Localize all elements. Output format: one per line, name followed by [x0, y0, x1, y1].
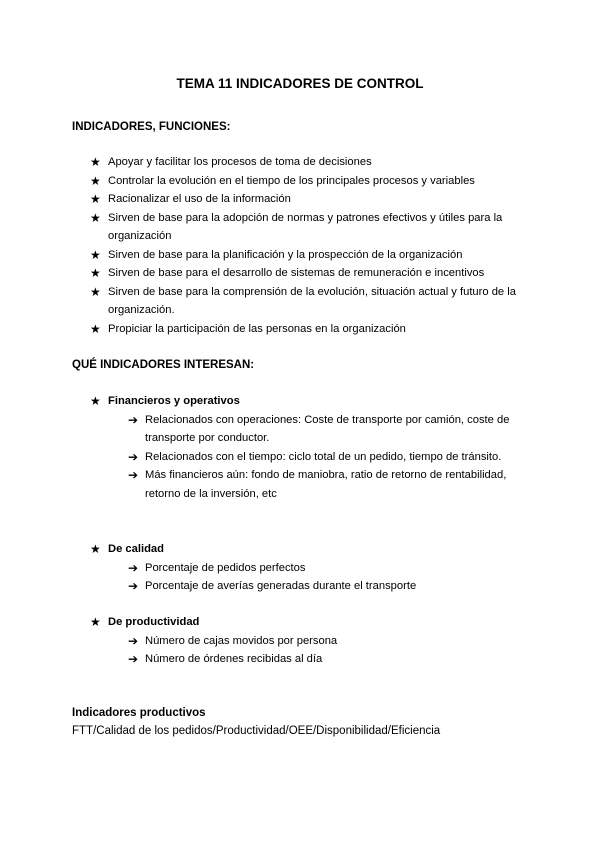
arrow-right-icon: ➔ — [128, 449, 139, 464]
list-item-text: Propiciar la participación de las personas en la organización — [108, 322, 406, 335]
list-item-text: Sirven de base para la adopción de normas y patrones efectivos y útiles para la organización — [108, 211, 503, 242]
group-title — [90, 392, 540, 411]
list-item — [128, 632, 540, 651]
arrow-right-icon: ➔ — [128, 560, 139, 575]
list-item-text: Más financieros aún: fondo de maniobra, ratio de retorno de rentabilidad, retorno de la inversión, etc — [145, 469, 507, 500]
group-title — [90, 613, 540, 632]
arrow-list — [90, 411, 540, 504]
list-item-text: Sirven de base para el desarrollo de sistemas de remuneración e incentivos — [108, 267, 485, 279]
group-title-text: De productividad — [108, 616, 200, 628]
summary-heading: Indicadores productivos — [72, 707, 206, 719]
group-title — [90, 540, 540, 559]
list-item — [90, 209, 540, 246]
star-bullet-icon: ★ — [90, 394, 101, 408]
section-heading-interesan: QUÉ INDICADORES INTERESAN: — [72, 359, 255, 371]
arrow-right-icon: ➔ — [128, 652, 139, 666]
arrow-right-icon: ➔ — [128, 412, 139, 427]
group-title-text: Financieros y operativos — [108, 395, 240, 407]
list-item-text: Relacionados con operaciones: Coste de transporte por camión, coste de transporte por conductor. — [145, 413, 510, 444]
star-bullet-icon: ★ — [90, 210, 101, 225]
arrow-right-icon: ➔ — [128, 579, 139, 593]
list-item — [128, 411, 540, 448]
list-item — [90, 172, 540, 191]
page-title: TEMA 11 INDICADORES DE CONTROL — [176, 76, 424, 91]
arrow-list — [90, 559, 540, 596]
group-productividad — [90, 613, 540, 669]
star-bullet-icon: ★ — [90, 284, 101, 299]
section-heading-funciones: INDICADORES, FUNCIONES: — [72, 121, 231, 133]
star-bullet-icon: ★ — [90, 266, 101, 280]
list-item-text: Racionalizar el uso de la información — [108, 193, 291, 205]
star-bullet-icon: ★ — [90, 155, 101, 169]
list-item — [90, 283, 540, 320]
list-item — [128, 466, 540, 503]
list-item-text: Relacionados con el tiempo: ciclo total de un pedido, tiempo de tránsito. — [145, 450, 502, 463]
arrow-right-icon: ➔ — [128, 633, 139, 648]
list-item — [128, 559, 540, 578]
list-item — [90, 264, 540, 283]
star-bullet-icon: ★ — [90, 192, 101, 206]
list-item — [90, 246, 540, 265]
arrow-list — [90, 632, 540, 669]
star-bullet-icon: ★ — [90, 615, 101, 629]
arrow-right-icon: ➔ — [128, 468, 139, 482]
group-financieros — [90, 392, 540, 503]
group-title-text: De calidad — [108, 543, 164, 555]
list-item-text: Porcentaje de pedidos perfectos — [145, 561, 306, 574]
list-item-text: Número de cajas movidos por persona — [145, 634, 338, 647]
list-item — [90, 190, 540, 209]
star-bullet-icon: ★ — [90, 173, 101, 188]
summary-text: FTT/Calidad de los pedidos/Productividad/OEE/Disponibilidad/Eficiencia — [72, 725, 441, 737]
group-calidad — [90, 540, 540, 596]
list-item-text: Apoyar y facilitar los procesos de toma de decisiones — [108, 156, 372, 168]
funciones-list — [90, 153, 540, 338]
list-item — [90, 153, 540, 172]
star-bullet-icon: ★ — [90, 542, 101, 556]
list-item-text: Número de órdenes recibidas al día — [145, 653, 323, 665]
list-item — [128, 650, 540, 669]
list-item-text: Sirven de base para la planificación y la prospección de la organización — [108, 248, 463, 261]
star-bullet-icon: ★ — [90, 247, 101, 262]
list-item — [90, 320, 540, 339]
list-item — [128, 448, 540, 467]
list-item-text: Controlar la evolución en el tiempo de los principales procesos y variables — [108, 174, 475, 187]
list-item-text: Sirven de base para la comprensión de la evolución, situación actual y futuro de la organización. — [108, 285, 516, 316]
star-bullet-icon: ★ — [90, 321, 101, 336]
list-item-text: Porcentaje de averías generadas durante el transporte — [145, 580, 417, 592]
list-item — [128, 577, 540, 596]
